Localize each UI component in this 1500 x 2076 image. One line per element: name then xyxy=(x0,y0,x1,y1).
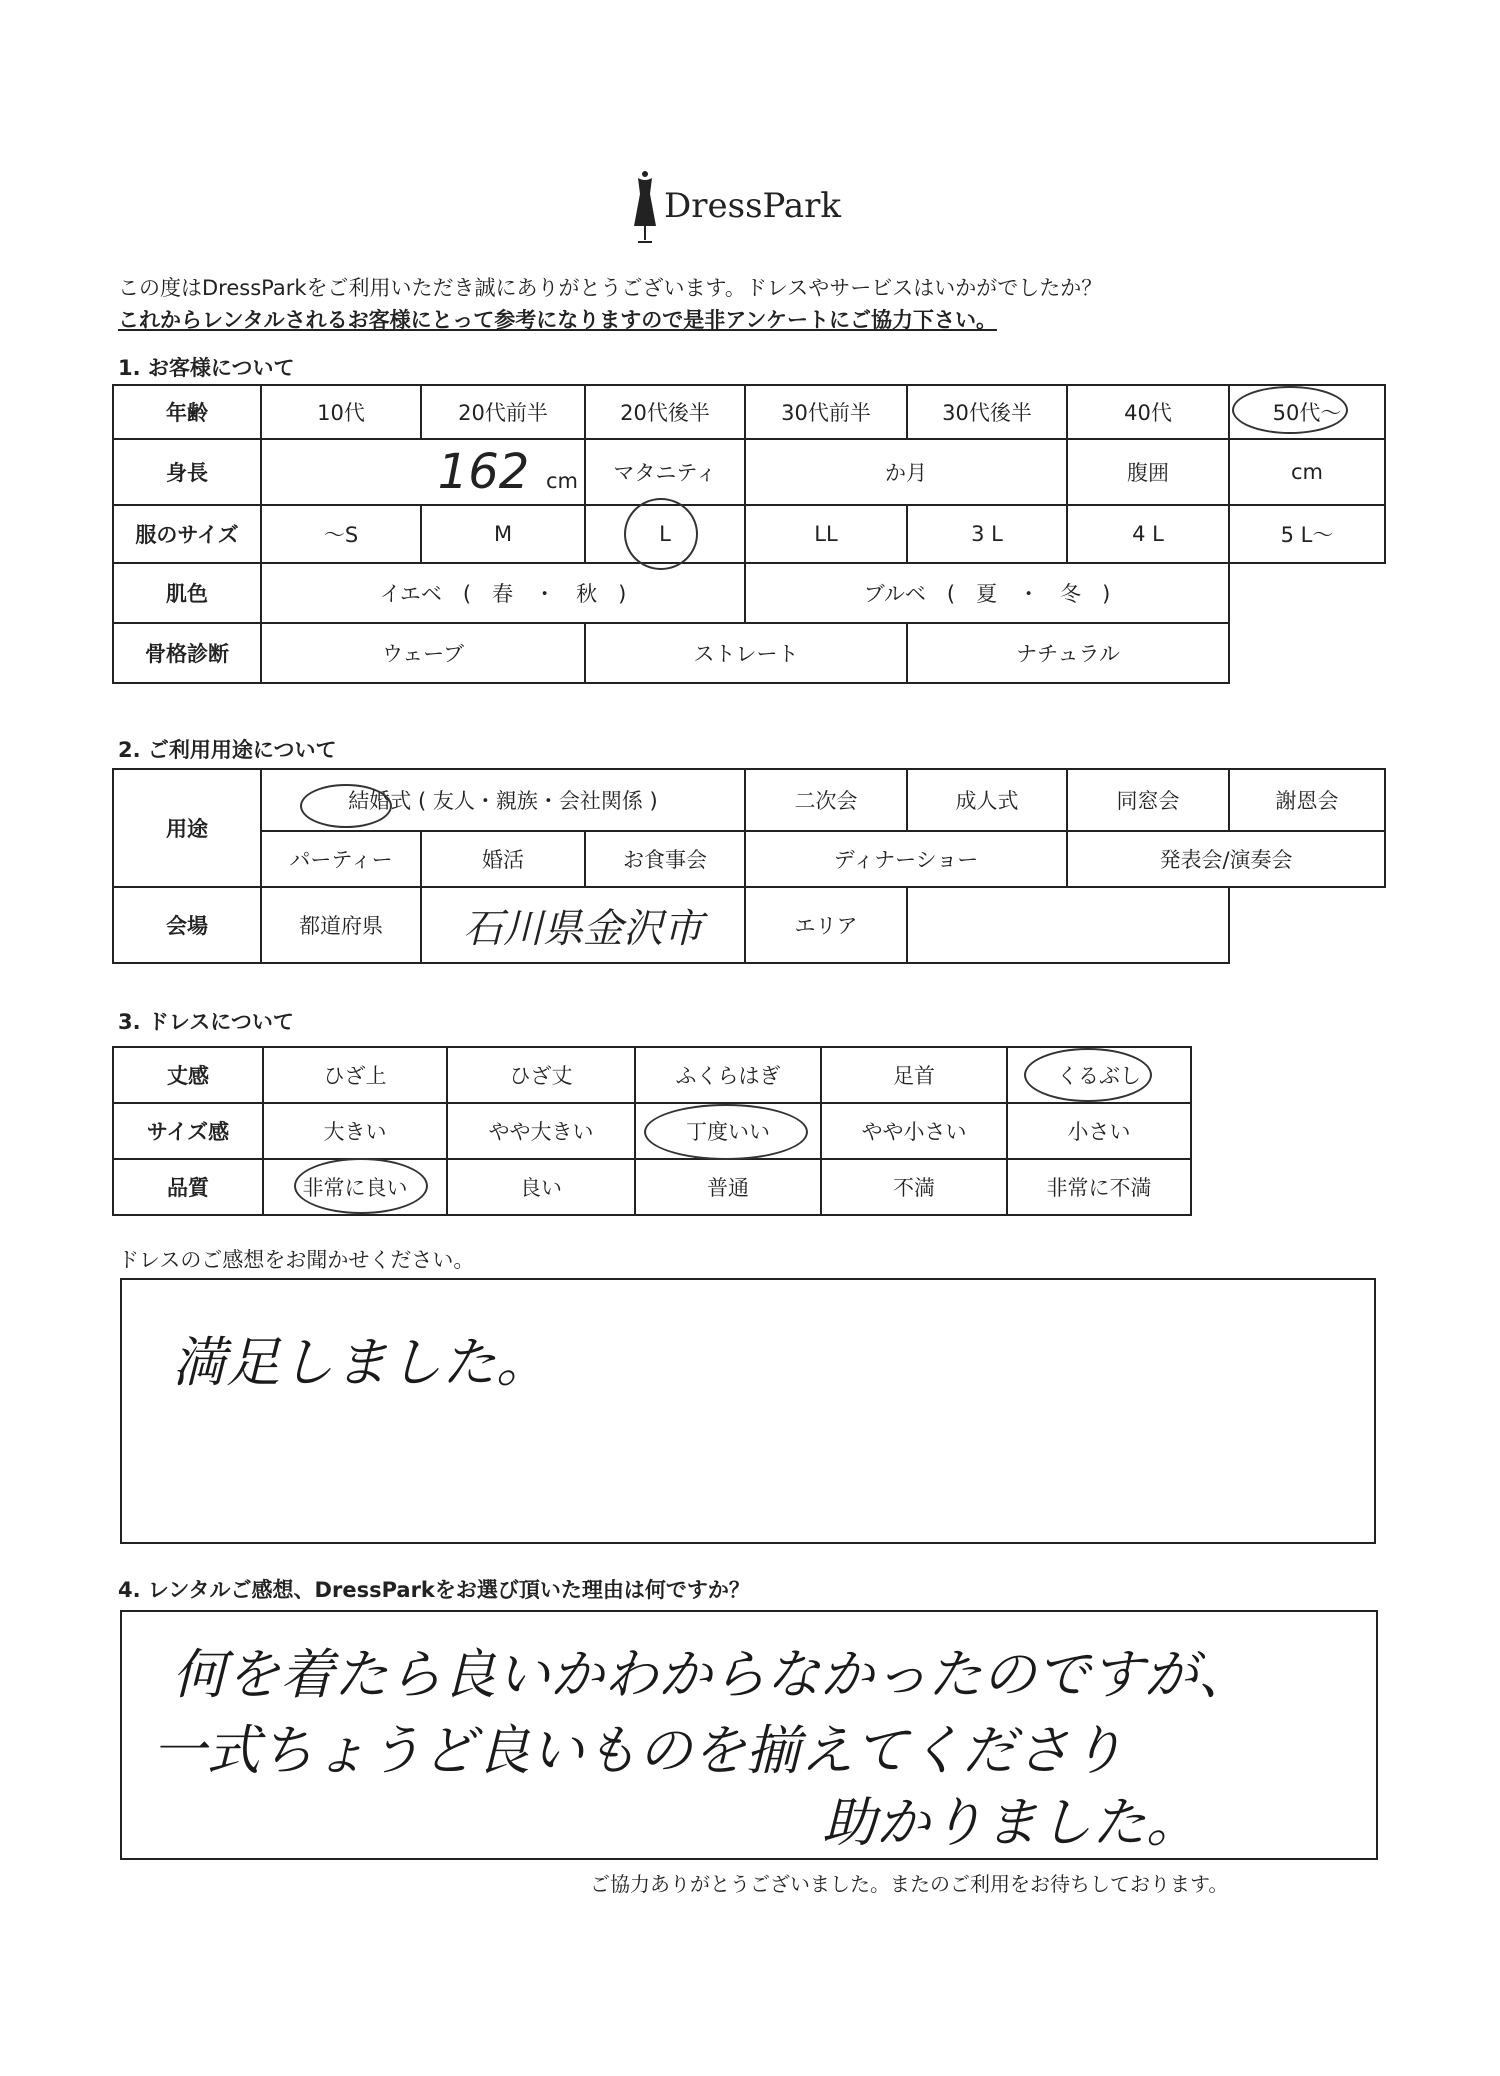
dress-comment-text: 満足しました。 xyxy=(172,1331,550,1394)
wedding-label: 結婚式 xyxy=(348,789,412,813)
reason-line-3: 助かりました。 xyxy=(822,1791,1200,1854)
quality-label: 品質 xyxy=(113,1159,263,1215)
dress-table xyxy=(112,1046,1192,1216)
wedding-detail: ( 友人・親族・会社関係 ) xyxy=(417,789,658,813)
age-option[interactable]: 20代後半 xyxy=(585,385,745,439)
comment-prompt: ドレスのご感想をお聞かせください。 xyxy=(118,1248,475,1272)
section-3-title: 3. ドレスについて xyxy=(118,1010,294,1034)
frame-option[interactable]: ナチュラル xyxy=(907,623,1229,683)
quality-option[interactable]: 良い xyxy=(447,1159,635,1215)
section-1-title: 1. お客様について xyxy=(118,356,295,380)
prefecture-label: 都道府県 xyxy=(261,887,421,963)
usage-table xyxy=(112,768,1386,964)
length-option[interactable]: ひざ上 xyxy=(263,1047,447,1103)
purpose-option[interactable]: 成人式 xyxy=(907,769,1067,831)
fit-option[interactable]: やや小さい xyxy=(821,1103,1007,1159)
length-label: 丈感 xyxy=(113,1047,263,1103)
intro-line-2: これからレンタルされるお客様にとって参考になりますので是非アンケートにご協力下さい。 xyxy=(118,308,997,332)
purpose-option[interactable]: 二次会 xyxy=(745,769,907,831)
frame-option[interactable]: ウェーブ xyxy=(261,623,585,683)
fit-option[interactable]: 大きい xyxy=(263,1103,447,1159)
customer-table xyxy=(112,384,1386,684)
quality-option[interactable]: 不満 xyxy=(821,1159,1007,1215)
purpose-option[interactable]: お食事会 xyxy=(585,831,745,887)
fit-option[interactable]: やや大きい xyxy=(447,1103,635,1159)
area-label: エリア xyxy=(745,887,907,963)
size-option-selected[interactable]: L xyxy=(585,505,745,563)
length-option-selected[interactable]: くるぶし xyxy=(1007,1047,1191,1103)
dress-comment-box[interactable] xyxy=(120,1278,1376,1544)
section-4-title: 4. レンタルご感想、DressParkをお選び頂いた理由は何ですか？ xyxy=(118,1578,750,1602)
height-label: 身長 xyxy=(113,439,261,505)
size-option[interactable]: M xyxy=(421,505,585,563)
length-option[interactable]: ふくらはぎ xyxy=(635,1047,821,1103)
reason-comment-box[interactable] xyxy=(120,1610,1378,1860)
fit-option[interactable]: 小さい xyxy=(1007,1103,1191,1159)
reason-line-2: 一式ちょうど良いものを揃えてくださり xyxy=(152,1719,1124,1782)
age-option[interactable]: 30代前半 xyxy=(745,385,907,439)
size-option[interactable]: ～S xyxy=(261,505,421,563)
purpose-option[interactable]: 謝恩会 xyxy=(1229,769,1385,831)
size-label: 服のサイズ xyxy=(113,505,261,563)
age-option[interactable]: 30代後半 xyxy=(907,385,1067,439)
age-option[interactable]: 40代 xyxy=(1067,385,1229,439)
length-option[interactable]: 足首 xyxy=(821,1047,1007,1103)
skin-yellow-option[interactable]: イエベ ( 春 ・ 秋 ) xyxy=(261,563,745,623)
height-unit: cm xyxy=(545,469,578,493)
length-option[interactable]: ひざ丈 xyxy=(447,1047,635,1103)
waist-unit[interactable]: cm xyxy=(1229,439,1385,505)
size-option[interactable]: 3 L xyxy=(907,505,1067,563)
purpose-option[interactable]: 婚活 xyxy=(421,831,585,887)
size-option[interactable]: 5 L～ xyxy=(1229,505,1385,563)
age-option[interactable]: 20代前半 xyxy=(421,385,585,439)
venue-label: 会場 xyxy=(113,887,261,963)
quality-option[interactable]: 普通 xyxy=(635,1159,821,1215)
reason-line-1: 何を着たら良いかわからなかったのですが、 xyxy=(172,1643,1252,1706)
purpose-option[interactable]: ディナーショー xyxy=(745,831,1067,887)
prefecture-value: 石川県金沢市 xyxy=(463,905,703,952)
section-2-title: 2. ご利用用途について xyxy=(118,738,337,762)
footer-thanks: ご協力ありがとうございました。またのご利用をお待ちしております。 xyxy=(590,1872,1229,1896)
frame-option[interactable]: ストレート xyxy=(585,623,907,683)
age-label: 年齢 xyxy=(113,385,261,439)
maternity-label: マタニティ xyxy=(585,439,745,505)
height-field[interactable] xyxy=(261,439,585,505)
quality-option[interactable]: 非常に不満 xyxy=(1007,1159,1191,1215)
size-option[interactable]: 4 L xyxy=(1067,505,1229,563)
dresspark-logo xyxy=(628,168,868,248)
fit-label: サイズ感 xyxy=(113,1103,263,1159)
height-value: 162 xyxy=(437,444,530,500)
frame-label: 骨格診断 xyxy=(113,623,261,683)
age-option-selected[interactable]: 50代～ xyxy=(1229,385,1385,439)
area-field[interactable] xyxy=(907,887,1229,963)
waist-label: 腹囲 xyxy=(1067,439,1229,505)
age-option[interactable]: 10代 xyxy=(261,385,421,439)
purpose-wedding[interactable] xyxy=(261,769,745,831)
intro-line-1: この度はDressParkをご利用いただき誠にありがとうございます。ドレスやサービスはいかがでしたか？ xyxy=(118,276,1103,300)
prefecture-field[interactable] xyxy=(421,887,745,963)
size-option[interactable]: LL xyxy=(745,505,907,563)
purpose-option[interactable]: 発表会/演奏会 xyxy=(1067,831,1385,887)
skin-label: 肌色 xyxy=(113,563,261,623)
skin-blue-option[interactable]: ブルベ ( 夏 ・ 冬 ) xyxy=(745,563,1229,623)
brand-name: DressPark xyxy=(664,186,842,226)
purpose-label: 用途 xyxy=(113,769,261,887)
dress-form-icon xyxy=(628,168,662,248)
purpose-option[interactable]: パーティー xyxy=(261,831,421,887)
maternity-months[interactable]: か月 xyxy=(745,439,1067,505)
fit-option-selected[interactable]: 丁度いい xyxy=(635,1103,821,1159)
purpose-option[interactable]: 同窓会 xyxy=(1067,769,1229,831)
quality-option-selected[interactable]: 非常に良い xyxy=(263,1159,447,1215)
